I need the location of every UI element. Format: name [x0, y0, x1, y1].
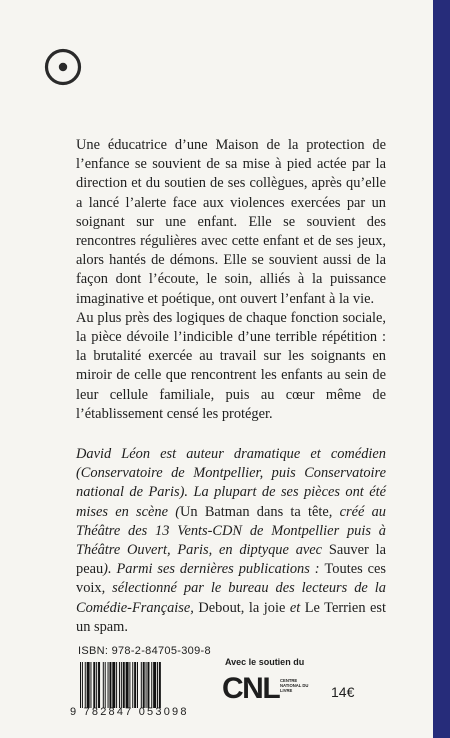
bio-segment: , créé au Théâtre des 13 Vents-CDN de Montpellier puis à Théâtre Ouvert, Paris, en diptyque avec [76, 503, 386, 559]
cnl-logo-subtitle: CENTRE NATIONAL DU LIVRE [280, 678, 309, 693]
bio-segment: , sélectionné par le bureau des lecteurs de la Comédie-Française, [76, 580, 386, 616]
spine-color-band [433, 0, 450, 738]
cnl-logo [222, 672, 309, 708]
blurb-paragraph-2: Au plus près des logiques de chaque fonction sociale, la pièce dévoile l’indicible d’une terrible répétition : la brutalité exercée au travail sur les soignants en miroir de celle que rencontrent les enfants au sein de leur cellule familiale, puis au cœur même de l’établissement censé les protéger. [76, 309, 386, 422]
cnl-logo-letters: CNL [222, 672, 280, 705]
work-title: Sauver la peau [76, 542, 386, 578]
publisher-logo-icon [44, 48, 82, 86]
work-title: Un Batman dans ta tête [180, 503, 329, 520]
author-bio-text [76, 445, 386, 637]
back-cover-blurb [76, 136, 386, 424]
author-bio [76, 445, 386, 637]
bio-segment: . [124, 618, 128, 635]
isbn-label: ISBN: 978-2-84705-309-8 [78, 645, 211, 657]
work-title: Le Terrien est un spam [76, 599, 386, 635]
work-title: Debout, la joie [198, 599, 286, 616]
support-label: Avec le soutien du [225, 657, 305, 667]
bio-segment: David Léon est auteur dramatique et comédien (Conservatoire de Montpellier, puis Conservatoire national de Paris). La plupart de ses pièces ont été mises en scène ( [76, 446, 386, 520]
price-label: 14€ [331, 684, 355, 700]
barcode-icon [80, 662, 188, 708]
bio-segment: ). Parmi ses dernières publications : [103, 561, 325, 578]
barcode-digits: 9 782847 053098 [70, 706, 189, 718]
blurb-paragraph-1: Une éducatrice d’une Maison de la protection de l’enfance se souvient de sa mise à pied actée par la direction et du soutien de ses collègues, après qu’elle a lancé l’alerte face aux violences exercées par un soignant sur une enfant. Elle se souvient des rencontres régulières avec cette enfant et de ses jeux, alors hantés de démons. Elle se souvient aussi de la façon dont l’écoute, le soin, alliés à la puissance imaginative et poétique, ont ouvert l’enfant à la vie. [76, 137, 386, 307]
bio-segment: et [285, 599, 305, 616]
work-title: Toutes ces voix [76, 561, 386, 597]
